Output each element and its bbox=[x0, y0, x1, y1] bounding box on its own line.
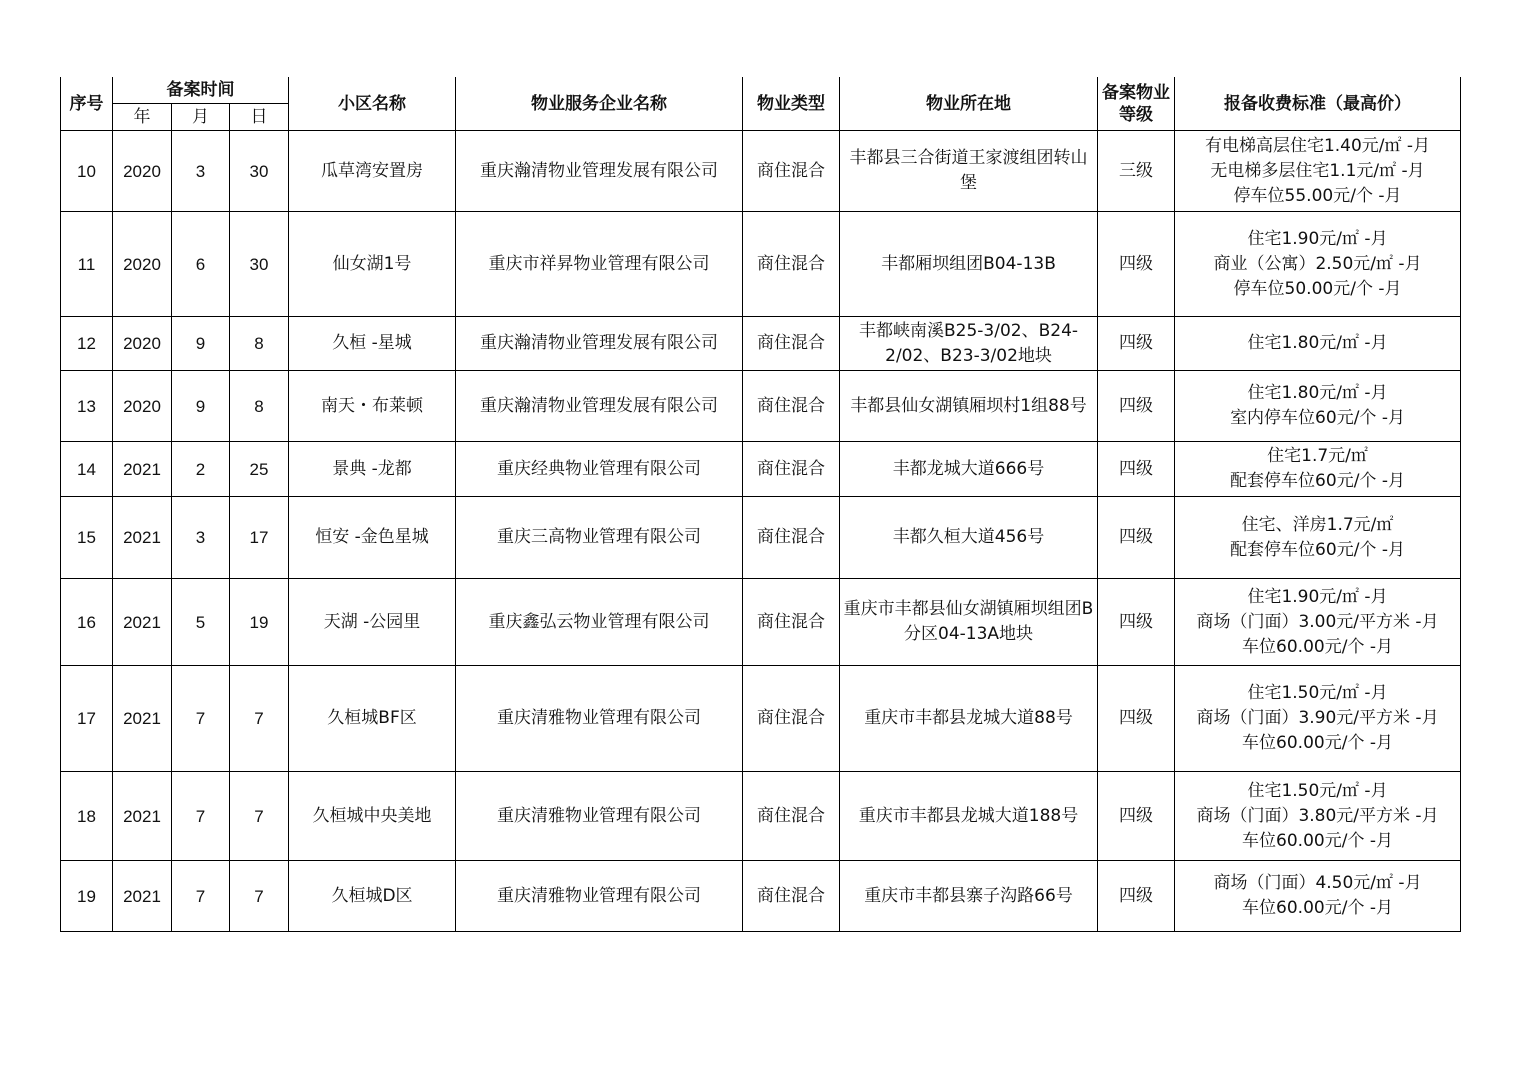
table-row bbox=[61, 579, 1461, 666]
fee-line: 车位60.00元/个 -月 bbox=[1242, 733, 1393, 753]
cell-company: 重庆清雅物业管理有限公司 bbox=[456, 772, 743, 861]
cell-community: 久桓城中央美地 bbox=[289, 772, 456, 861]
cell-company: 重庆瀚清物业管理发展有限公司 bbox=[456, 371, 743, 442]
cell-month: 2 bbox=[172, 442, 230, 497]
cell-day: 30 bbox=[230, 212, 289, 317]
fee-line: 住宅1.80元/㎡ -月 bbox=[1247, 383, 1388, 403]
header-type: 物业类型 bbox=[743, 77, 840, 131]
cell-year: 2021 bbox=[113, 579, 172, 666]
cell-type: 商住混合 bbox=[743, 442, 840, 497]
table-row bbox=[61, 442, 1461, 497]
fee-line: 住宅1.7元/㎡ bbox=[1267, 446, 1368, 466]
cell-day: 25 bbox=[230, 442, 289, 497]
cell-grade: 四级 bbox=[1098, 442, 1175, 497]
cell-seq: 11 bbox=[61, 212, 113, 317]
cell-fee bbox=[1175, 212, 1461, 317]
cell-location: 丰都县三合街道王家渡组团转山堡 bbox=[840, 131, 1098, 212]
cell-fee bbox=[1175, 442, 1461, 497]
fee-line: 住宅1.90元/㎡ -月 bbox=[1247, 228, 1388, 249]
cell-grade: 四级 bbox=[1098, 212, 1175, 317]
cell-year: 2020 bbox=[113, 212, 172, 317]
cell-company: 重庆三高物业管理有限公司 bbox=[456, 497, 743, 579]
header-fee: 报备收费标准（最高价） bbox=[1175, 77, 1461, 131]
cell-year: 2021 bbox=[113, 772, 172, 861]
fee-line: 配套停车位60元/个 -月 bbox=[1230, 471, 1405, 491]
cell-year: 2021 bbox=[113, 442, 172, 497]
cell-day: 8 bbox=[230, 371, 289, 442]
cell-month: 3 bbox=[172, 497, 230, 579]
cell-seq: 18 bbox=[61, 772, 113, 861]
cell-location: 丰都久桓大道456号 bbox=[840, 497, 1098, 579]
cell-company: 重庆清雅物业管理有限公司 bbox=[456, 861, 743, 932]
table-row bbox=[61, 861, 1461, 932]
table-row bbox=[61, 212, 1461, 317]
fee-line: 车位60.00元/个 -月 bbox=[1242, 636, 1393, 657]
cell-community: 南天・布莱顿 bbox=[289, 371, 456, 442]
table-body bbox=[61, 131, 1461, 932]
fee-line: 车位60.00元/个 -月 bbox=[1242, 898, 1393, 918]
cell-day: 7 bbox=[230, 861, 289, 932]
header-location: 物业所在地 bbox=[840, 77, 1098, 131]
fee-line: 住宅1.90元/㎡ -月 bbox=[1247, 586, 1388, 607]
cell-grade: 三级 bbox=[1098, 131, 1175, 212]
cell-month: 7 bbox=[172, 666, 230, 772]
cell-community: 恒安 -金色星城 bbox=[289, 497, 456, 579]
fee-line: 室内停车位60元/个 -月 bbox=[1230, 408, 1405, 428]
header-month: 月 bbox=[172, 104, 230, 131]
cell-day: 19 bbox=[230, 579, 289, 666]
cell-company: 重庆市祥昇物业管理有限公司 bbox=[456, 212, 743, 317]
cell-fee bbox=[1175, 666, 1461, 772]
cell-year: 2020 bbox=[113, 317, 172, 371]
fee-line: 停车位55.00元/个 -月 bbox=[1233, 185, 1402, 206]
fee-line: 住宅1.50元/㎡ -月 bbox=[1247, 683, 1388, 703]
fee-line: 商场（门面）3.00元/平方米 -月 bbox=[1196, 611, 1439, 632]
cell-year: 2020 bbox=[113, 371, 172, 442]
cell-type: 商住混合 bbox=[743, 212, 840, 317]
cell-location: 丰都龙城大道666号 bbox=[840, 442, 1098, 497]
cell-day: 8 bbox=[230, 317, 289, 371]
cell-fee bbox=[1175, 861, 1461, 932]
cell-grade: 四级 bbox=[1098, 317, 1175, 371]
header-seq: 序号 bbox=[61, 77, 113, 131]
cell-location: 重庆市丰都县龙城大道88号 bbox=[840, 666, 1098, 772]
cell-month: 3 bbox=[172, 131, 230, 212]
cell-company: 重庆瀚清物业管理发展有限公司 bbox=[456, 317, 743, 371]
header-year: 年 bbox=[113, 104, 172, 131]
cell-type: 商住混合 bbox=[743, 772, 840, 861]
cell-day: 30 bbox=[230, 131, 289, 212]
cell-seq: 14 bbox=[61, 442, 113, 497]
cell-fee bbox=[1175, 317, 1461, 371]
cell-company: 重庆清雅物业管理有限公司 bbox=[456, 666, 743, 772]
cell-community: 久桓 -星城 bbox=[289, 317, 456, 371]
cell-company: 重庆瀚清物业管理发展有限公司 bbox=[456, 131, 743, 212]
cell-location: 重庆市丰都县龙城大道188号 bbox=[840, 772, 1098, 861]
cell-fee bbox=[1175, 497, 1461, 579]
cell-community: 久桓城D区 bbox=[289, 861, 456, 932]
cell-seq: 13 bbox=[61, 371, 113, 442]
cell-type: 商住混合 bbox=[743, 666, 840, 772]
cell-month: 7 bbox=[172, 772, 230, 861]
header-grade: 备案物业等级 bbox=[1098, 77, 1175, 131]
cell-month: 9 bbox=[172, 371, 230, 442]
cell-fee bbox=[1175, 579, 1461, 666]
fee-line: 商场（门面）3.80元/平方米 -月 bbox=[1196, 805, 1439, 826]
fee-line: 配套停车位60元/个 -月 bbox=[1230, 539, 1405, 560]
cell-fee bbox=[1175, 131, 1461, 212]
cell-fee bbox=[1175, 772, 1461, 861]
cell-day: 7 bbox=[230, 772, 289, 861]
cell-year: 2021 bbox=[113, 861, 172, 932]
cell-location: 丰都厢坝组团B04-13B bbox=[840, 212, 1098, 317]
fee-line: 商场（门面）4.50元/㎡ -月 bbox=[1213, 873, 1422, 893]
cell-type: 商住混合 bbox=[743, 131, 840, 212]
cell-year: 2020 bbox=[113, 131, 172, 212]
table-row bbox=[61, 497, 1461, 579]
cell-location: 丰都峡南溪B25-3/02、B24-2/02、B23-3/02地块 bbox=[840, 317, 1098, 371]
cell-community: 仙女湖1号 bbox=[289, 212, 456, 317]
fee-line: 住宅1.80元/㎡ -月 bbox=[1247, 333, 1388, 353]
fee-line: 商业（公寓）2.50元/㎡ -月 bbox=[1213, 253, 1422, 274]
fee-line: 车位60.00元/个 -月 bbox=[1242, 830, 1393, 851]
cell-community: 瓜草湾安置房 bbox=[289, 131, 456, 212]
fee-line: 有电梯高层住宅1.40元/㎡ -月 bbox=[1204, 135, 1431, 156]
cell-day: 7 bbox=[230, 666, 289, 772]
cell-type: 商住混合 bbox=[743, 497, 840, 579]
cell-grade: 四级 bbox=[1098, 371, 1175, 442]
cell-seq: 17 bbox=[61, 666, 113, 772]
header-day: 日 bbox=[230, 104, 289, 131]
cell-grade: 四级 bbox=[1098, 579, 1175, 666]
header-community: 小区名称 bbox=[289, 77, 456, 131]
cell-grade: 四级 bbox=[1098, 772, 1175, 861]
table-header bbox=[61, 77, 1461, 131]
cell-type: 商住混合 bbox=[743, 317, 840, 371]
cell-company: 重庆鑫弘云物业管理有限公司 bbox=[456, 579, 743, 666]
cell-community: 景典 -龙都 bbox=[289, 442, 456, 497]
cell-seq: 15 bbox=[61, 497, 113, 579]
cell-grade: 四级 bbox=[1098, 666, 1175, 772]
table-row bbox=[61, 772, 1461, 861]
table-row bbox=[61, 131, 1461, 212]
cell-month: 7 bbox=[172, 861, 230, 932]
cell-seq: 16 bbox=[61, 579, 113, 666]
cell-location: 重庆市丰都县仙女湖镇厢坝组团B分区04-13A地块 bbox=[840, 579, 1098, 666]
header-company: 物业服务企业名称 bbox=[456, 77, 743, 131]
cell-month: 6 bbox=[172, 212, 230, 317]
fee-line: 住宅1.50元/㎡ -月 bbox=[1247, 780, 1388, 801]
property-fee-registry-table bbox=[60, 77, 1461, 932]
table-row bbox=[61, 317, 1461, 371]
table-row bbox=[61, 371, 1461, 442]
header-date-group: 备案时间 bbox=[113, 77, 289, 104]
cell-company: 重庆经典物业管理有限公司 bbox=[456, 442, 743, 497]
fee-line: 住宅、洋房1.7元/㎡ bbox=[1241, 514, 1394, 535]
cell-location: 丰都县仙女湖镇厢坝村1组88号 bbox=[840, 371, 1098, 442]
fee-line: 商场（门面）3.90元/平方米 -月 bbox=[1196, 708, 1439, 728]
cell-day: 17 bbox=[230, 497, 289, 579]
fee-line: 无电梯多层住宅1.1元/㎡ -月 bbox=[1210, 160, 1425, 181]
cell-seq: 10 bbox=[61, 131, 113, 212]
cell-type: 商住混合 bbox=[743, 579, 840, 666]
cell-seq: 19 bbox=[61, 861, 113, 932]
table-row bbox=[61, 666, 1461, 772]
fee-line: 停车位50.00元/个 -月 bbox=[1233, 278, 1402, 299]
cell-year: 2021 bbox=[113, 666, 172, 772]
cell-type: 商住混合 bbox=[743, 371, 840, 442]
cell-community: 天湖 -公园里 bbox=[289, 579, 456, 666]
cell-seq: 12 bbox=[61, 317, 113, 371]
cell-grade: 四级 bbox=[1098, 861, 1175, 932]
cell-fee bbox=[1175, 371, 1461, 442]
cell-type: 商住混合 bbox=[743, 861, 840, 932]
cell-location: 重庆市丰都县寨子沟路66号 bbox=[840, 861, 1098, 932]
cell-month: 9 bbox=[172, 317, 230, 371]
cell-community: 久桓城BF区 bbox=[289, 666, 456, 772]
cell-year: 2021 bbox=[113, 497, 172, 579]
cell-month: 5 bbox=[172, 579, 230, 666]
cell-grade: 四级 bbox=[1098, 497, 1175, 579]
